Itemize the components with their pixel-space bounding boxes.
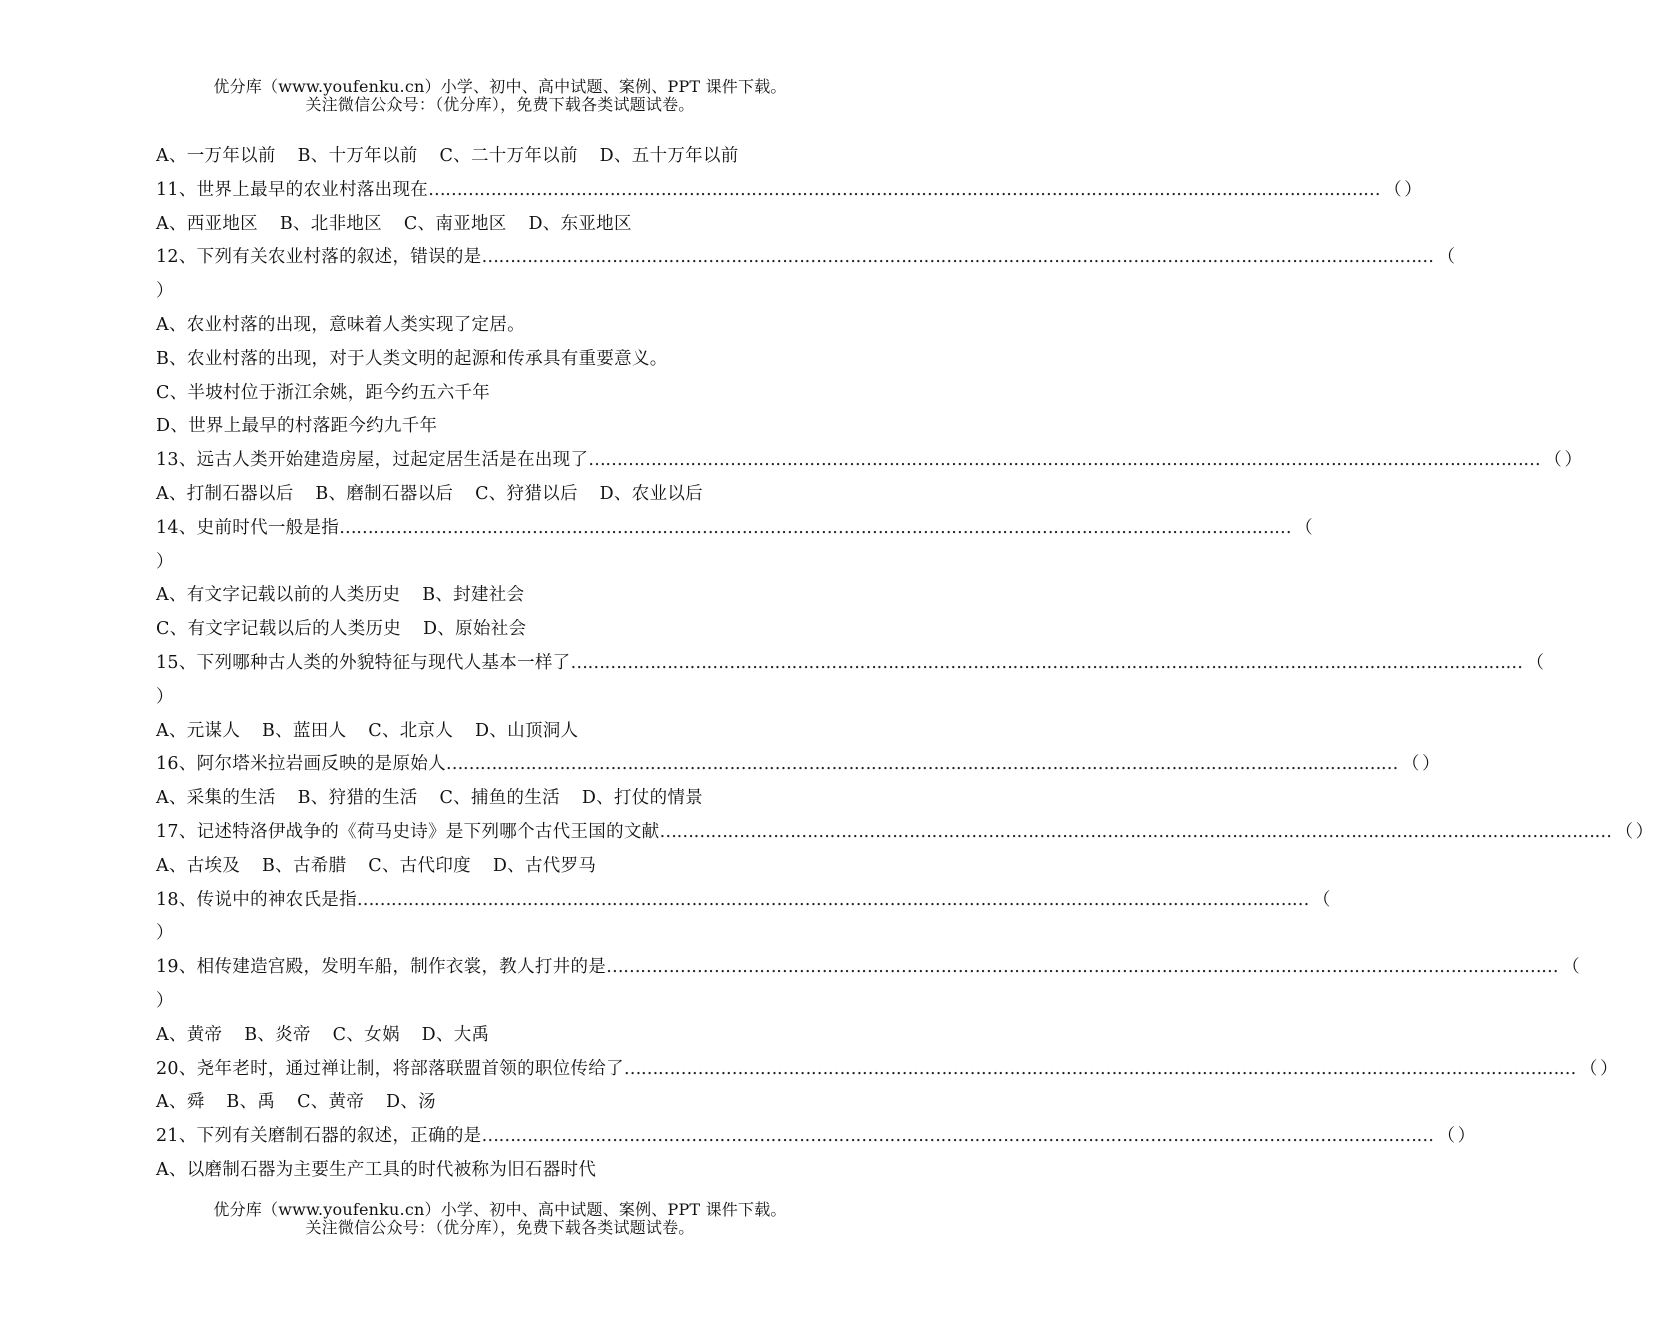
q19-options: [156, 1019, 898, 1053]
question-list: [156, 140, 1653, 1188]
q20-options: [156, 1086, 898, 1120]
q20-option-a: A、舜: [156, 1092, 205, 1113]
q14-options-line-1: [156, 579, 898, 613]
paren-open: （: [1615, 821, 1634, 842]
paren-close-line: ）: [156, 923, 174, 944]
q13-option-a: A、打制石器以后: [156, 483, 294, 504]
paren-close-line: ）: [156, 686, 174, 707]
q12-option-b: B、农业村落的出现，对于人类文明的起源和传承具有重要意义。: [156, 348, 668, 369]
q15-text: 15、下列哪种古人类的外貌特征与现代人基本一样了: [156, 652, 571, 673]
paren-close: ）: [1635, 821, 1653, 842]
q19-option-a: A、黄帝: [156, 1024, 223, 1045]
q19-option-b: B、炎帝: [244, 1024, 311, 1045]
q19-option-d: D、大禹: [421, 1024, 490, 1045]
q11-option-b: B、北非地区: [279, 213, 382, 234]
paren-open: （: [1312, 889, 1331, 910]
q12-option-c: C、半坡村位于浙江余姚，距今约五六千年: [156, 382, 491, 403]
header-line-1: 优分库（www.youfenku.cn）小学、初中、高中试题、案例、PPT 课件下载。: [213, 77, 787, 96]
q20-question: [156, 1053, 1618, 1087]
answer-blank: [1398, 748, 1440, 782]
leader-dots: ……………………………………………………………………………………………………………………………………………………: [570, 652, 1523, 673]
leader-dots: ……………………………………………………………………………………………………………………………………………………: [339, 517, 1292, 538]
footer-line-1: 优分库（www.youfenku.cn）小学、初中、高中试题、案例、PPT 课件下载。: [213, 1200, 787, 1219]
leader-dots: ……………………………………………………………………………………………………………………………………………………: [588, 450, 1541, 471]
q16-option-d: D、打仗的情景: [581, 788, 703, 809]
leader-dots: ……………………………………………………………………………………………………………………………………………………: [606, 957, 1559, 978]
page-header: [0, 78, 950, 114]
q14-option-b: B、封建社会: [422, 585, 525, 606]
q17-option-b: B、古希腊: [262, 855, 347, 876]
leader-dots: ……………………………………………………………………………………………………………………………………………………: [356, 889, 1309, 910]
paren-open: （: [1562, 957, 1580, 978]
q17-option-d: D、古代罗马: [492, 855, 597, 876]
q17-text: 17、记述特洛伊战争的《荷马史诗》是下列哪个古代王国的文献: [156, 821, 660, 842]
paren-open: （: [1401, 754, 1420, 775]
q13-text: 13、远古人类开始建造房屋，过起定居生活是在出现了: [156, 450, 589, 471]
q16-question: [156, 748, 1440, 782]
leader-dots: ……………………………………………………………………………………………………………………………………………………: [428, 179, 1381, 200]
q17-option-a: A、古埃及: [156, 855, 241, 876]
q10-option-b: B、十万年以前: [297, 146, 418, 166]
answer-blank: [1540, 444, 1582, 478]
q17-question: [156, 816, 1653, 850]
q11-option-c: C、南亚地区: [403, 213, 507, 234]
q11-question: [156, 174, 1423, 208]
q14-option-a: A、有文字记载以前的人类历史: [156, 585, 401, 606]
paren-close-line: ）: [156, 281, 174, 302]
q10-options: [156, 140, 898, 174]
q12-text: 12、下列有关农业村落的叙述，错误的是: [156, 247, 482, 268]
q12-question: [156, 241, 1456, 275]
paren-close-line: ）: [156, 990, 174, 1011]
q21-question: [156, 1120, 1476, 1154]
answer-blank: [1380, 174, 1422, 208]
q15-option-d: D、山顶洞人: [475, 720, 579, 741]
q17-option-c: C、古代印度: [368, 855, 471, 876]
leader-dots: ……………………………………………………………………………………………………………………………………………………: [623, 1058, 1576, 1079]
q20-option-b: B、禹: [226, 1092, 276, 1113]
q19-text: 19、相传建造宫殿，发明车船，制作衣裳，教人打井的是: [156, 957, 607, 978]
q13-options: [156, 478, 898, 512]
q11-option-a: A、西亚地区: [156, 213, 258, 234]
q11-options: [156, 208, 898, 242]
q15-option-a: A、元谋人: [156, 720, 241, 741]
q20-option-d: D、汤: [386, 1092, 436, 1113]
header-line-2: 关注微信公众号：（优分库），免费下载各类试题试卷。: [305, 95, 695, 114]
q18-question: [156, 884, 1331, 918]
q18-text: 18、传说中的神农氏是指: [156, 889, 357, 910]
q21-option-a: A、以磨制石器为主要生产工具的时代被称为旧石器时代: [156, 1159, 597, 1180]
leader-dots: ……………………………………………………………………………………………………………………………………………………: [481, 1126, 1434, 1147]
q14-option-d: D、原始社会: [422, 619, 527, 640]
paren-open: （: [1544, 450, 1563, 471]
q15-question: [156, 647, 1545, 681]
answer-blank: [1576, 1053, 1618, 1087]
q19-option-c: C、女娲: [332, 1024, 400, 1045]
paren-open: （: [1295, 517, 1313, 538]
q13-option-c: C、狩猎以后: [475, 483, 578, 504]
q14-question: [156, 512, 1313, 546]
q17-options: [156, 850, 898, 884]
q14-option-c: C、有文字记载以后的人类历史: [156, 619, 402, 640]
q14-options-line-2: [156, 613, 898, 647]
q16-option-b: B、狩猎的生活: [297, 788, 418, 809]
paren-close-line: ）: [156, 551, 174, 572]
q20-option-c: C、黄帝: [297, 1092, 365, 1113]
paren-close: ）: [1564, 450, 1583, 471]
q21-text: 21、下列有关磨制石器的叙述，正确的是: [156, 1126, 482, 1147]
leader-dots: ……………………………………………………………………………………………………………………………………………………: [481, 247, 1434, 268]
q13-question: [156, 444, 1583, 478]
paren-open: （: [1526, 652, 1545, 673]
q12-option-d: D、世界上最早的村落距今约九千年: [156, 416, 438, 437]
paren-close: ）: [1422, 754, 1440, 775]
q13-option-d: D、农业以后: [599, 483, 703, 504]
q15-options: [156, 715, 898, 749]
paren-close: ）: [1404, 179, 1423, 200]
footer-line-2: 关注微信公众号：（优分库），免费下载各类试题试卷。: [305, 1218, 695, 1237]
answer-blank: [1611, 816, 1653, 850]
q16-option-a: A、采集的生活: [156, 788, 276, 809]
q19-question: [156, 951, 1580, 985]
q15-option-c: C、北京人: [368, 720, 454, 741]
leader-dots: ……………………………………………………………………………………………………………………………………………………: [445, 754, 1398, 775]
paren-open: （: [1437, 1126, 1456, 1147]
leader-dots: ……………………………………………………………………………………………………………………………………………………: [659, 821, 1612, 842]
q11-text: 11、世界上最早的农业村落出现在: [156, 179, 429, 200]
paren-close: ）: [1457, 1126, 1476, 1147]
q13-option-b: B、磨制石器以后: [315, 483, 454, 504]
answer-blank: [1433, 1120, 1475, 1154]
q10-option-a: A、一万年以前: [156, 146, 276, 166]
paren-open: （: [1579, 1058, 1598, 1079]
q16-text: 16、阿尔塔米拉岩画反映的是原始人: [156, 754, 446, 775]
q10-option-c: C、二十万年以前: [439, 146, 578, 166]
q16-option-c: C、捕鱼的生活: [439, 788, 560, 809]
q20-text: 20、尧年老时，通过禅让制，将部落联盟首领的职位传给了: [156, 1058, 624, 1079]
paren-close: ）: [1600, 1058, 1618, 1079]
page-footer: [0, 1201, 950, 1237]
q11-option-d: D、东亚地区: [528, 213, 632, 234]
q16-options: [156, 782, 898, 816]
q15-option-b: B、蓝田人: [262, 720, 347, 741]
q14-text: 14、史前时代一般是指: [156, 517, 340, 538]
paren-open: （: [1437, 247, 1456, 268]
q10-option-d: D、五十万年以前: [599, 146, 739, 166]
paren-open: （: [1384, 179, 1402, 200]
q12-option-a: A、农业村落的出现，意味着人类实现了定居。: [156, 314, 525, 335]
